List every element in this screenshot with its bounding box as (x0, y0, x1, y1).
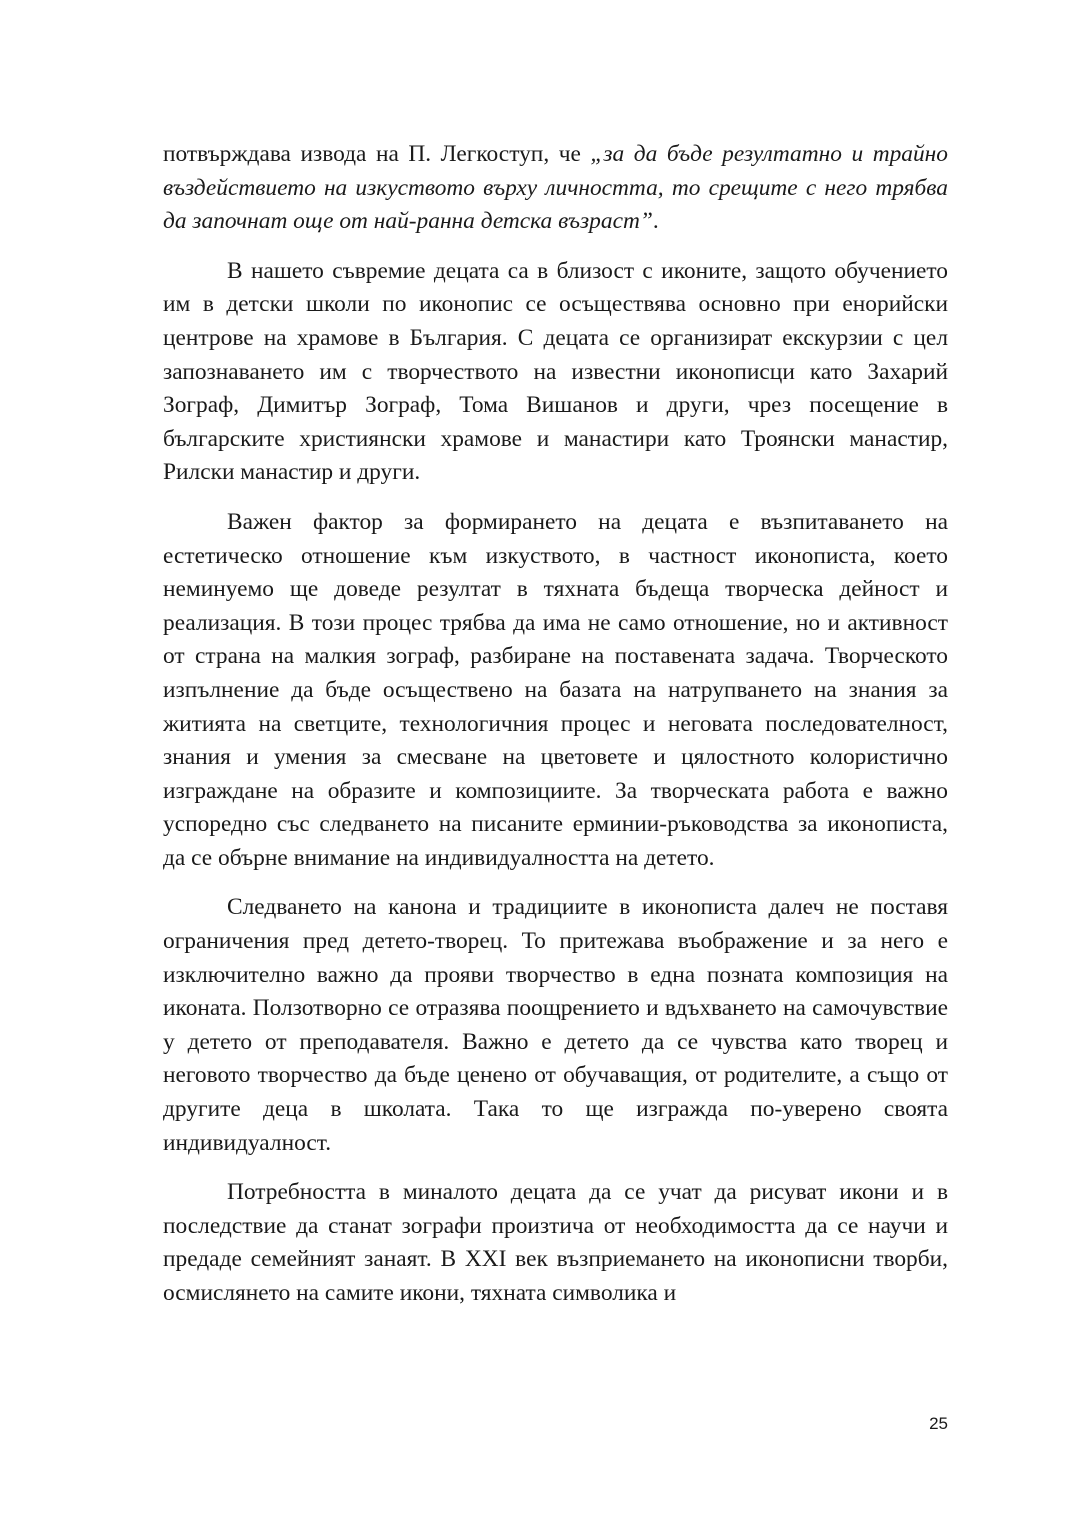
paragraph-3: Важен фактор за формирането на децата е възпитаването на естетическо отношение към изкуството, в частност иконописта, което неминуемо ще доведе резултат в тяхната бъдеща творческа дейност и реализация. В този процес трябва да има не само отношение, но и активност от страна на малкия зограф, разбиране на поставената задача. Творческото изпълнение да бъде осъществено на базата на натрупването на знания за житията на светците, технологичния процес и неговата последователност, знания и умения за смесване на цветовете и цялостното колористично изграждане на образите и композициите. За творческата работа е важно успоредно със следването на писаните ерминии-ръководства за иконописта, да се обърне внимание на индивидуалността на детето. (163, 508, 948, 871)
document-body (163, 138, 948, 1311)
paragraph-1-quote: „за да бъде резултатно и трайно въздействието на изкуството върху личността, то срещите с него трябва да започнат още от най-ранна детска възраст” (163, 141, 948, 235)
paragraph-1 (163, 138, 948, 239)
paragraph-5: Потребността в миналото децата да се учат да рисуват икони и в последствие да станат зографи произтича от необходимостта да се научи и предаде семейният занаят. В XXI век възприемането на иконописни творби, осмислянето на самите икони, тяхната символика и (163, 1179, 948, 1306)
paragraph-1-tail: . (652, 208, 659, 235)
paragraph-2: В нашето съвремие децата са в близост с иконите, защото обучението им в детски школи по иконопис се осъществява основно при енорийски центрове на храмове в България. С децата се организират екскурзии с цел запознаването им с творчеството на известни иконописци като Захарий Зограф, Димитър Зограф, Тома Вишанов и други, чрез посещение в българските християнски храмове и манастири като Троянски манастир, Рилски манастир и други. (163, 257, 948, 486)
paragraph-1-lead: потвърждава извода на П. Легкоступ, че (163, 141, 591, 167)
paragraph-4: Следването на канона и традициите в иконописта далеч не поставя ограничения пред детето-творец. То притежава въображение и за него е изключително важно да прояви творчество в една позната композиция на иконата. Ползотворно се отразява поощрението и вдъхването на самочувствие у детето от преподавателя. Важно е детето да се чувства като творец и неговото творчество да бъде ценено от обучаващия, от родителите, а също от другите деца в школата. Така то ще изгражда по-уверено своята индивидуалност. (163, 894, 948, 1156)
page-number: 25 (929, 1414, 948, 1433)
